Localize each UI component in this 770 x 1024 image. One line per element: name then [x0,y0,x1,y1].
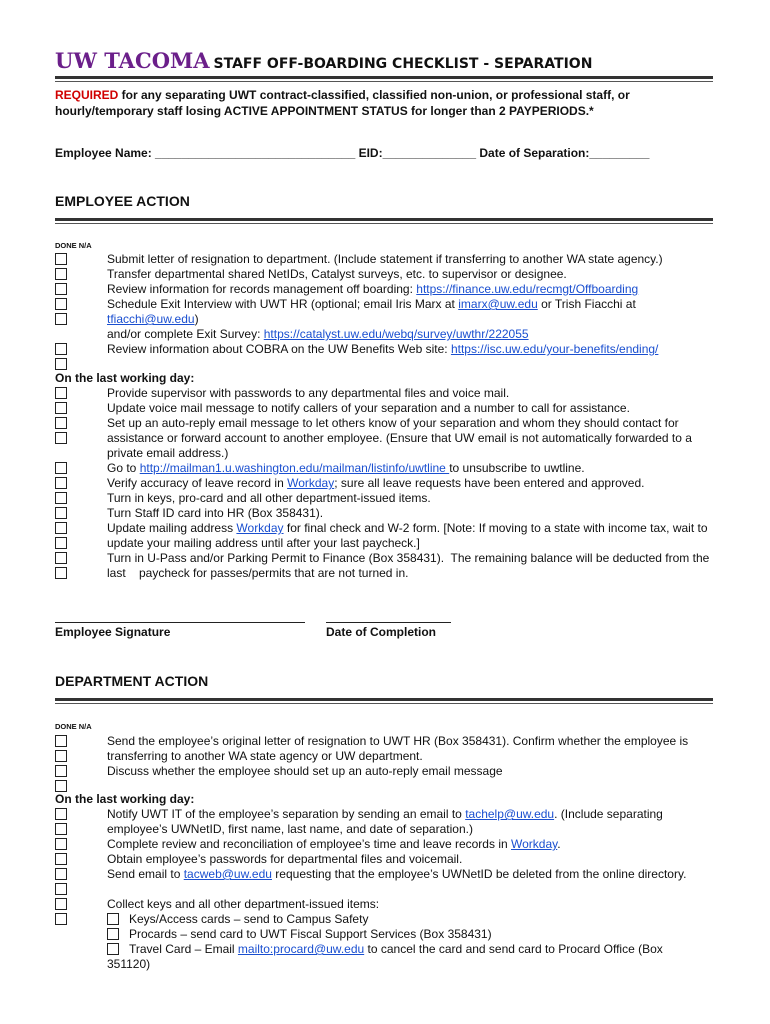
done-checkbox[interactable] [55,343,67,355]
done-checkbox[interactable] [55,253,67,265]
required-label: REQUIRED [55,88,119,102]
employee-action-rule-thin [55,223,713,224]
date-of-completion-label: Date of Completion [326,625,436,639]
department-action-heading: DEPARTMENT ACTION [55,673,209,689]
procard-email-link[interactable]: mailto:procard@uw.edu [237,942,365,956]
done-checkbox[interactable] [55,462,67,474]
header-rule-thin [55,81,713,82]
last-working-day-heading: On the last working day: [55,371,195,385]
done-checkbox[interactable] [55,387,67,399]
done-checkbox[interactable] [55,853,67,865]
workday-link[interactable]: Workday [236,521,284,535]
document-title: STAFF OFF-BOARDING CHECKLIST - SEPARATION [213,56,593,72]
tfiacchi-email-link[interactable]: tfiacchi@uw.edu [107,312,195,326]
done-checkbox[interactable] [55,838,67,850]
uwtline-unsubscribe-link[interactable]: http://mailman1.u.washington.edu/mailman/listinfo/uwtline [139,461,450,475]
sub-checkbox[interactable] [107,943,119,955]
header-rule [55,76,713,79]
tachelp-email-link[interactable]: tachelp@uw.edu [465,807,555,821]
sub-checkbox[interactable] [107,913,119,925]
document-page: UW TACOMA STAFF OFF-BOARDING CHECKLIST - SEPARATION REQUIRED for any separating UWT contract-classified, classified non-union, or professional staff, or hourly/temporary staff losing ACTIVE APPOINTMENT STATUS for longer than 2 PAYPERIODS.* Employee Name: ______________________________ EID:______________ Date of Separation:_________ EMPLOYEE ACTION DONE N/A Submit letter of resignation to department. (Include statement if transferring to another WA state agency.) Transfer departmental shared NetIDs, Catalyst surveys, etc. to supervisor or designee. Review information for records management off boarding: https://finance.uw.edu/recmgt/Offboarding Schedule Exit Interview with UWT HR (optional; email Iris Marx at imarx@uw.edu or Trish Fiacchi at tfiacchi@uw.edu) and/or complete Exit Survey: https://catalyst.uw.edu/webq/survey/uwthr/222055 Review information about COBRA on the UW Benefits Web site: https://isc.uw.edu/your-benefits/ending/ On the last working day: Provide supervisor with passwords to any departmental files and voice mail. Update voice mail message to notify callers of your separation and a number to call for assistance. Set up an auto-reply email message to let others know of your separation and whom they should contact for assistance or forward account to another employee. (Ensure that UW email is not automatically forwarded to a private email address.) Go to http://mailman1.u.washington.edu/mailman/listinfo/uwtline to unsubscribe to uwtline. Verify accuracy of leave record in Workday; sure all leave requests have been entered and approved. Turn in keys, pro-card and all other department-issued items. Turn Staff ID card into HR (Box 358431). Update mailing address Workday for final check and W-2 form. [Note: If moving to a state with income tax, wait to update your mailing address until after your last paycheck.] Turn in U-Pass and/or Parking Permit to Finance (Box 358431). The remaining balance will be deducted from the last paycheck for passes/permits that are not turned in. Employee Signature Date of Completion DEPARTMENT ACTION DONE N/A Send the employee’s original letter of resignation to UWT HR (Box 358431). Confirm whether the employee is transferring to another WA state agency or UW department. Discuss whether the employee should set up an auto-reply email message On the last working day: Notify UWT IT of the employee’s separation by sending an email to tachelp@uw.edu. (Include separating employee’s UWNetID, first name, last name, and date of separation.) Complete review and reconciliation of employee’s time and leave records in Workday. Obtain employee’s passwords for departmental files and voicemail. Send email to tacweb@uw.edu requesting that the employee’s UWNetID be deleted from the online directory. Collect keys and all other department-issued items: Keys/Access cards – send to Campus Safety Procards – send card to UWT Fiscal Support Services (Box 358431) Travel Card – Email mailto:procard@uw.edu to cancel the card and send card to Procard Office (Box 351120) [0,0,770,1024]
workday-link[interactable]: Workday [287,476,335,490]
sub-item: Travel Card – Email mailto:procard@uw.edu to cancel the card and send card to Procard Office (Box 351120) [107,942,663,971]
done-checkbox[interactable] [55,402,67,414]
cobra-benefits-link[interactable]: https://isc.uw.edu/your-benefits/ending/ [450,342,659,356]
employee-signature-label: Employee Signature [55,625,171,639]
na-checkbox[interactable] [55,780,67,792]
department-action-rule-thin [55,703,713,704]
na-checkbox[interactable] [55,823,67,835]
done-checkbox[interactable] [55,298,67,310]
date-line[interactable] [326,622,451,623]
sub-checkbox[interactable] [107,928,119,940]
done-checkbox[interactable] [55,868,67,880]
na-checkbox[interactable] [55,432,67,444]
intro-paragraph [55,87,715,119]
sub-item: Keys/Access cards – send to Campus Safety [107,912,707,927]
done-checkbox[interactable] [55,552,67,564]
na-checkbox[interactable] [55,913,67,925]
department-action-rule [55,698,713,701]
exit-survey-link[interactable]: https://catalyst.uw.edu/webq/survey/uwthr/222055 [263,327,529,341]
na-checkbox[interactable] [55,313,67,325]
records-offboarding-link[interactable]: https://finance.uw.edu/recmgt/Offboarding [416,282,639,296]
done-checkbox[interactable] [55,417,67,429]
done-checkbox[interactable] [55,898,67,910]
done-checkbox[interactable] [55,492,67,504]
tacweb-email-link[interactable]: tacweb@uw.edu [183,867,272,881]
done-na-label: DONE N/A [55,722,92,731]
done-checkbox[interactable] [55,522,67,534]
employee-action-heading: EMPLOYEE ACTION [55,193,190,209]
done-checkbox[interactable] [55,735,67,747]
signature-line[interactable] [55,622,305,623]
last-working-day-heading: On the last working day: [55,792,195,806]
imarx-email-link[interactable]: imarx@uw.edu [458,297,538,311]
na-checkbox[interactable] [55,750,67,762]
intro-text: for any separating UWT contract-classified, classified non-union, or professional staff, or hourly/temporary staff losing ACTIVE APPOINTMENT STATUS for longer than 2 PAYPERIODS.* [55,88,630,118]
done-na-label: DONE N/A [55,241,92,250]
na-checkbox[interactable] [55,567,67,579]
document-header [55,48,715,73]
na-checkbox[interactable] [55,537,67,549]
uw-tacoma-logo: UW TACOMA [55,48,210,73]
employee-action-rule [55,218,713,221]
workday-link[interactable]: Workday [511,837,558,851]
employee-info-fields: Employee Name: ______________________________ EID:______________ Date of Separation:_________ [55,146,650,160]
na-checkbox[interactable] [55,883,67,895]
done-checkbox[interactable] [55,283,67,295]
sub-item: Procards – send card to UWT Fiscal Support Services (Box 358431) [107,927,707,942]
done-checkbox[interactable] [55,477,67,489]
done-checkbox[interactable] [55,808,67,820]
done-checkbox[interactable] [55,507,67,519]
done-checkbox[interactable] [55,268,67,280]
na-checkbox[interactable] [55,358,67,370]
done-checkbox[interactable] [55,765,67,777]
